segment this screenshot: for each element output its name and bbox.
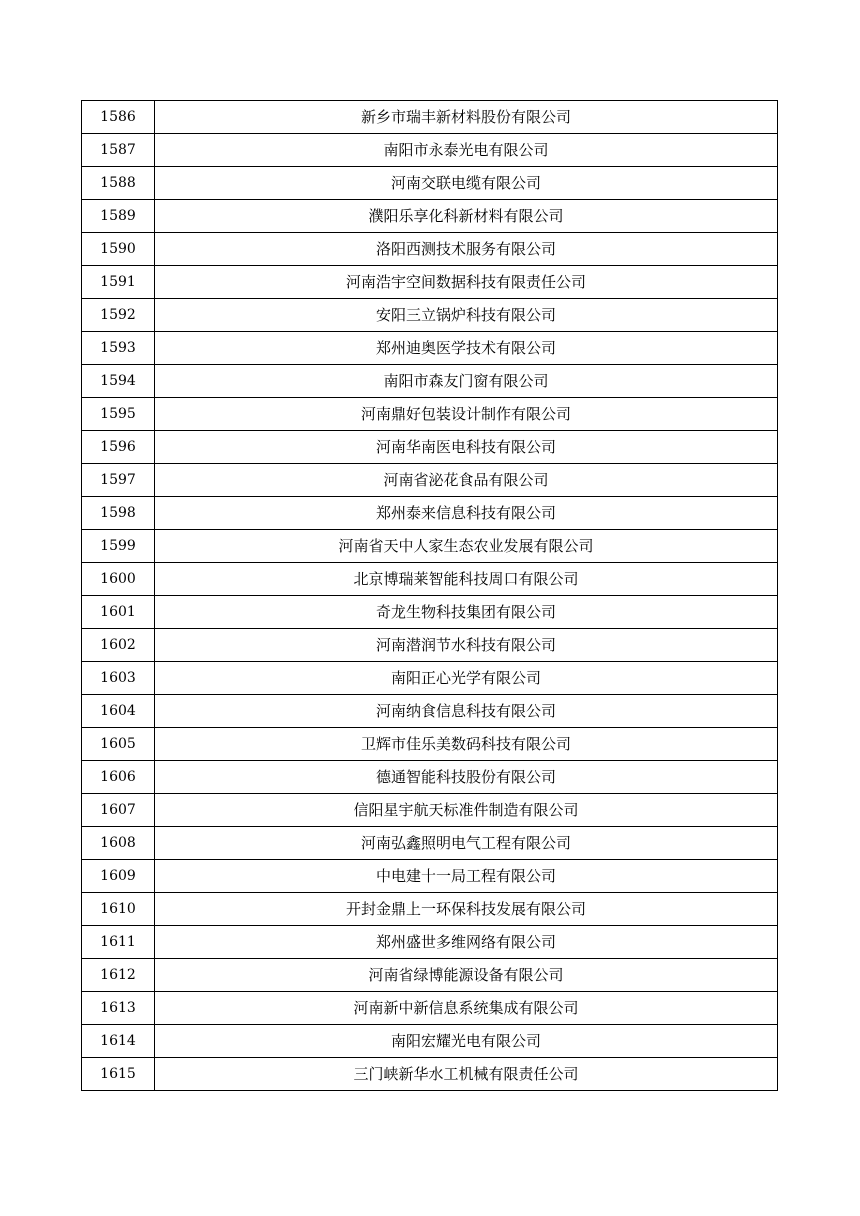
row-number-cell: 1588 (82, 167, 155, 200)
row-number-cell: 1587 (82, 134, 155, 167)
table-row (82, 233, 778, 266)
company-name-cell: 河南潜润节水科技有限公司 (155, 629, 778, 662)
table-row (82, 101, 778, 134)
table-row (82, 365, 778, 398)
row-number-cell: 1596 (82, 431, 155, 464)
table-row (82, 728, 778, 761)
table-row (82, 860, 778, 893)
company-name-cell: 南阳正心光学有限公司 (155, 662, 778, 695)
table-row (82, 959, 778, 992)
company-name-cell: 河南弘鑫照明电气工程有限公司 (155, 827, 778, 860)
company-name-cell: 河南省天中人家生态农业发展有限公司 (155, 530, 778, 563)
row-number-cell: 1612 (82, 959, 155, 992)
table-row (82, 992, 778, 1025)
company-name-cell: 南阳宏耀光电有限公司 (155, 1025, 778, 1058)
company-name-cell: 郑州泰来信息科技有限公司 (155, 497, 778, 530)
company-name-cell: 北京博瑞莱智能科技周口有限公司 (155, 563, 778, 596)
company-name-cell: 河南交联电缆有限公司 (155, 167, 778, 200)
table-row (82, 662, 778, 695)
row-number-cell: 1615 (82, 1058, 155, 1091)
table-row (82, 695, 778, 728)
row-number-cell: 1614 (82, 1025, 155, 1058)
company-name-cell: 开封金鼎上一环保科技发展有限公司 (155, 893, 778, 926)
table-row (82, 134, 778, 167)
company-name-cell: 南阳市永泰光电有限公司 (155, 134, 778, 167)
row-number-cell: 1594 (82, 365, 155, 398)
company-name-cell: 河南华南医电科技有限公司 (155, 431, 778, 464)
company-list-body (82, 101, 778, 1091)
company-name-cell: 郑州盛世多维网络有限公司 (155, 926, 778, 959)
table-row (82, 200, 778, 233)
row-number-cell: 1591 (82, 266, 155, 299)
company-name-cell: 河南浩宇空间数据科技有限责任公司 (155, 266, 778, 299)
company-name-cell: 中电建十一局工程有限公司 (155, 860, 778, 893)
company-name-cell: 河南省泌花食品有限公司 (155, 464, 778, 497)
row-number-cell: 1593 (82, 332, 155, 365)
row-number-cell: 1602 (82, 629, 155, 662)
row-number-cell: 1601 (82, 596, 155, 629)
row-number-cell: 1600 (82, 563, 155, 596)
row-number-cell: 1609 (82, 860, 155, 893)
company-name-cell: 郑州迪奥医学技术有限公司 (155, 332, 778, 365)
row-number-cell: 1603 (82, 662, 155, 695)
company-list-table (81, 100, 778, 1091)
company-name-cell: 河南新中新信息系统集成有限公司 (155, 992, 778, 1025)
table-row (82, 926, 778, 959)
row-number-cell: 1586 (82, 101, 155, 134)
row-number-cell: 1590 (82, 233, 155, 266)
table-row (82, 1025, 778, 1058)
row-number-cell: 1595 (82, 398, 155, 431)
company-name-cell: 南阳市森友门窗有限公司 (155, 365, 778, 398)
table-row (82, 497, 778, 530)
row-number-cell: 1592 (82, 299, 155, 332)
row-number-cell: 1611 (82, 926, 155, 959)
table-row (82, 1058, 778, 1091)
company-name-cell: 河南鼎好包装设计制作有限公司 (155, 398, 778, 431)
company-name-cell: 信阳星宇航天标准件制造有限公司 (155, 794, 778, 827)
row-number-cell: 1613 (82, 992, 155, 1025)
company-name-cell: 卫辉市佳乐美数码科技有限公司 (155, 728, 778, 761)
table-row (82, 794, 778, 827)
row-number-cell: 1598 (82, 497, 155, 530)
company-name-cell: 德通智能科技股份有限公司 (155, 761, 778, 794)
row-number-cell: 1610 (82, 893, 155, 926)
company-name-cell: 濮阳乐享化科新材料有限公司 (155, 200, 778, 233)
company-name-cell: 新乡市瑞丰新材料股份有限公司 (155, 101, 778, 134)
table-row (82, 827, 778, 860)
row-number-cell: 1599 (82, 530, 155, 563)
table-row (82, 596, 778, 629)
company-name-cell: 河南纳食信息科技有限公司 (155, 695, 778, 728)
table-row (82, 431, 778, 464)
table-row (82, 563, 778, 596)
company-name-cell: 安阳三立锅炉科技有限公司 (155, 299, 778, 332)
row-number-cell: 1607 (82, 794, 155, 827)
row-number-cell: 1606 (82, 761, 155, 794)
table-row (82, 266, 778, 299)
table-row (82, 761, 778, 794)
row-number-cell: 1608 (82, 827, 155, 860)
table-row (82, 893, 778, 926)
row-number-cell: 1597 (82, 464, 155, 497)
row-number-cell: 1589 (82, 200, 155, 233)
table-row (82, 629, 778, 662)
table-row (82, 530, 778, 563)
company-name-cell: 奇龙生物科技集团有限公司 (155, 596, 778, 629)
table-row (82, 464, 778, 497)
company-name-cell: 河南省绿博能源设备有限公司 (155, 959, 778, 992)
company-name-cell: 洛阳西测技术服务有限公司 (155, 233, 778, 266)
table-row (82, 398, 778, 431)
row-number-cell: 1604 (82, 695, 155, 728)
table-row (82, 332, 778, 365)
company-name-cell: 三门峡新华水工机械有限责任公司 (155, 1058, 778, 1091)
table-row (82, 167, 778, 200)
row-number-cell: 1605 (82, 728, 155, 761)
table-row (82, 299, 778, 332)
